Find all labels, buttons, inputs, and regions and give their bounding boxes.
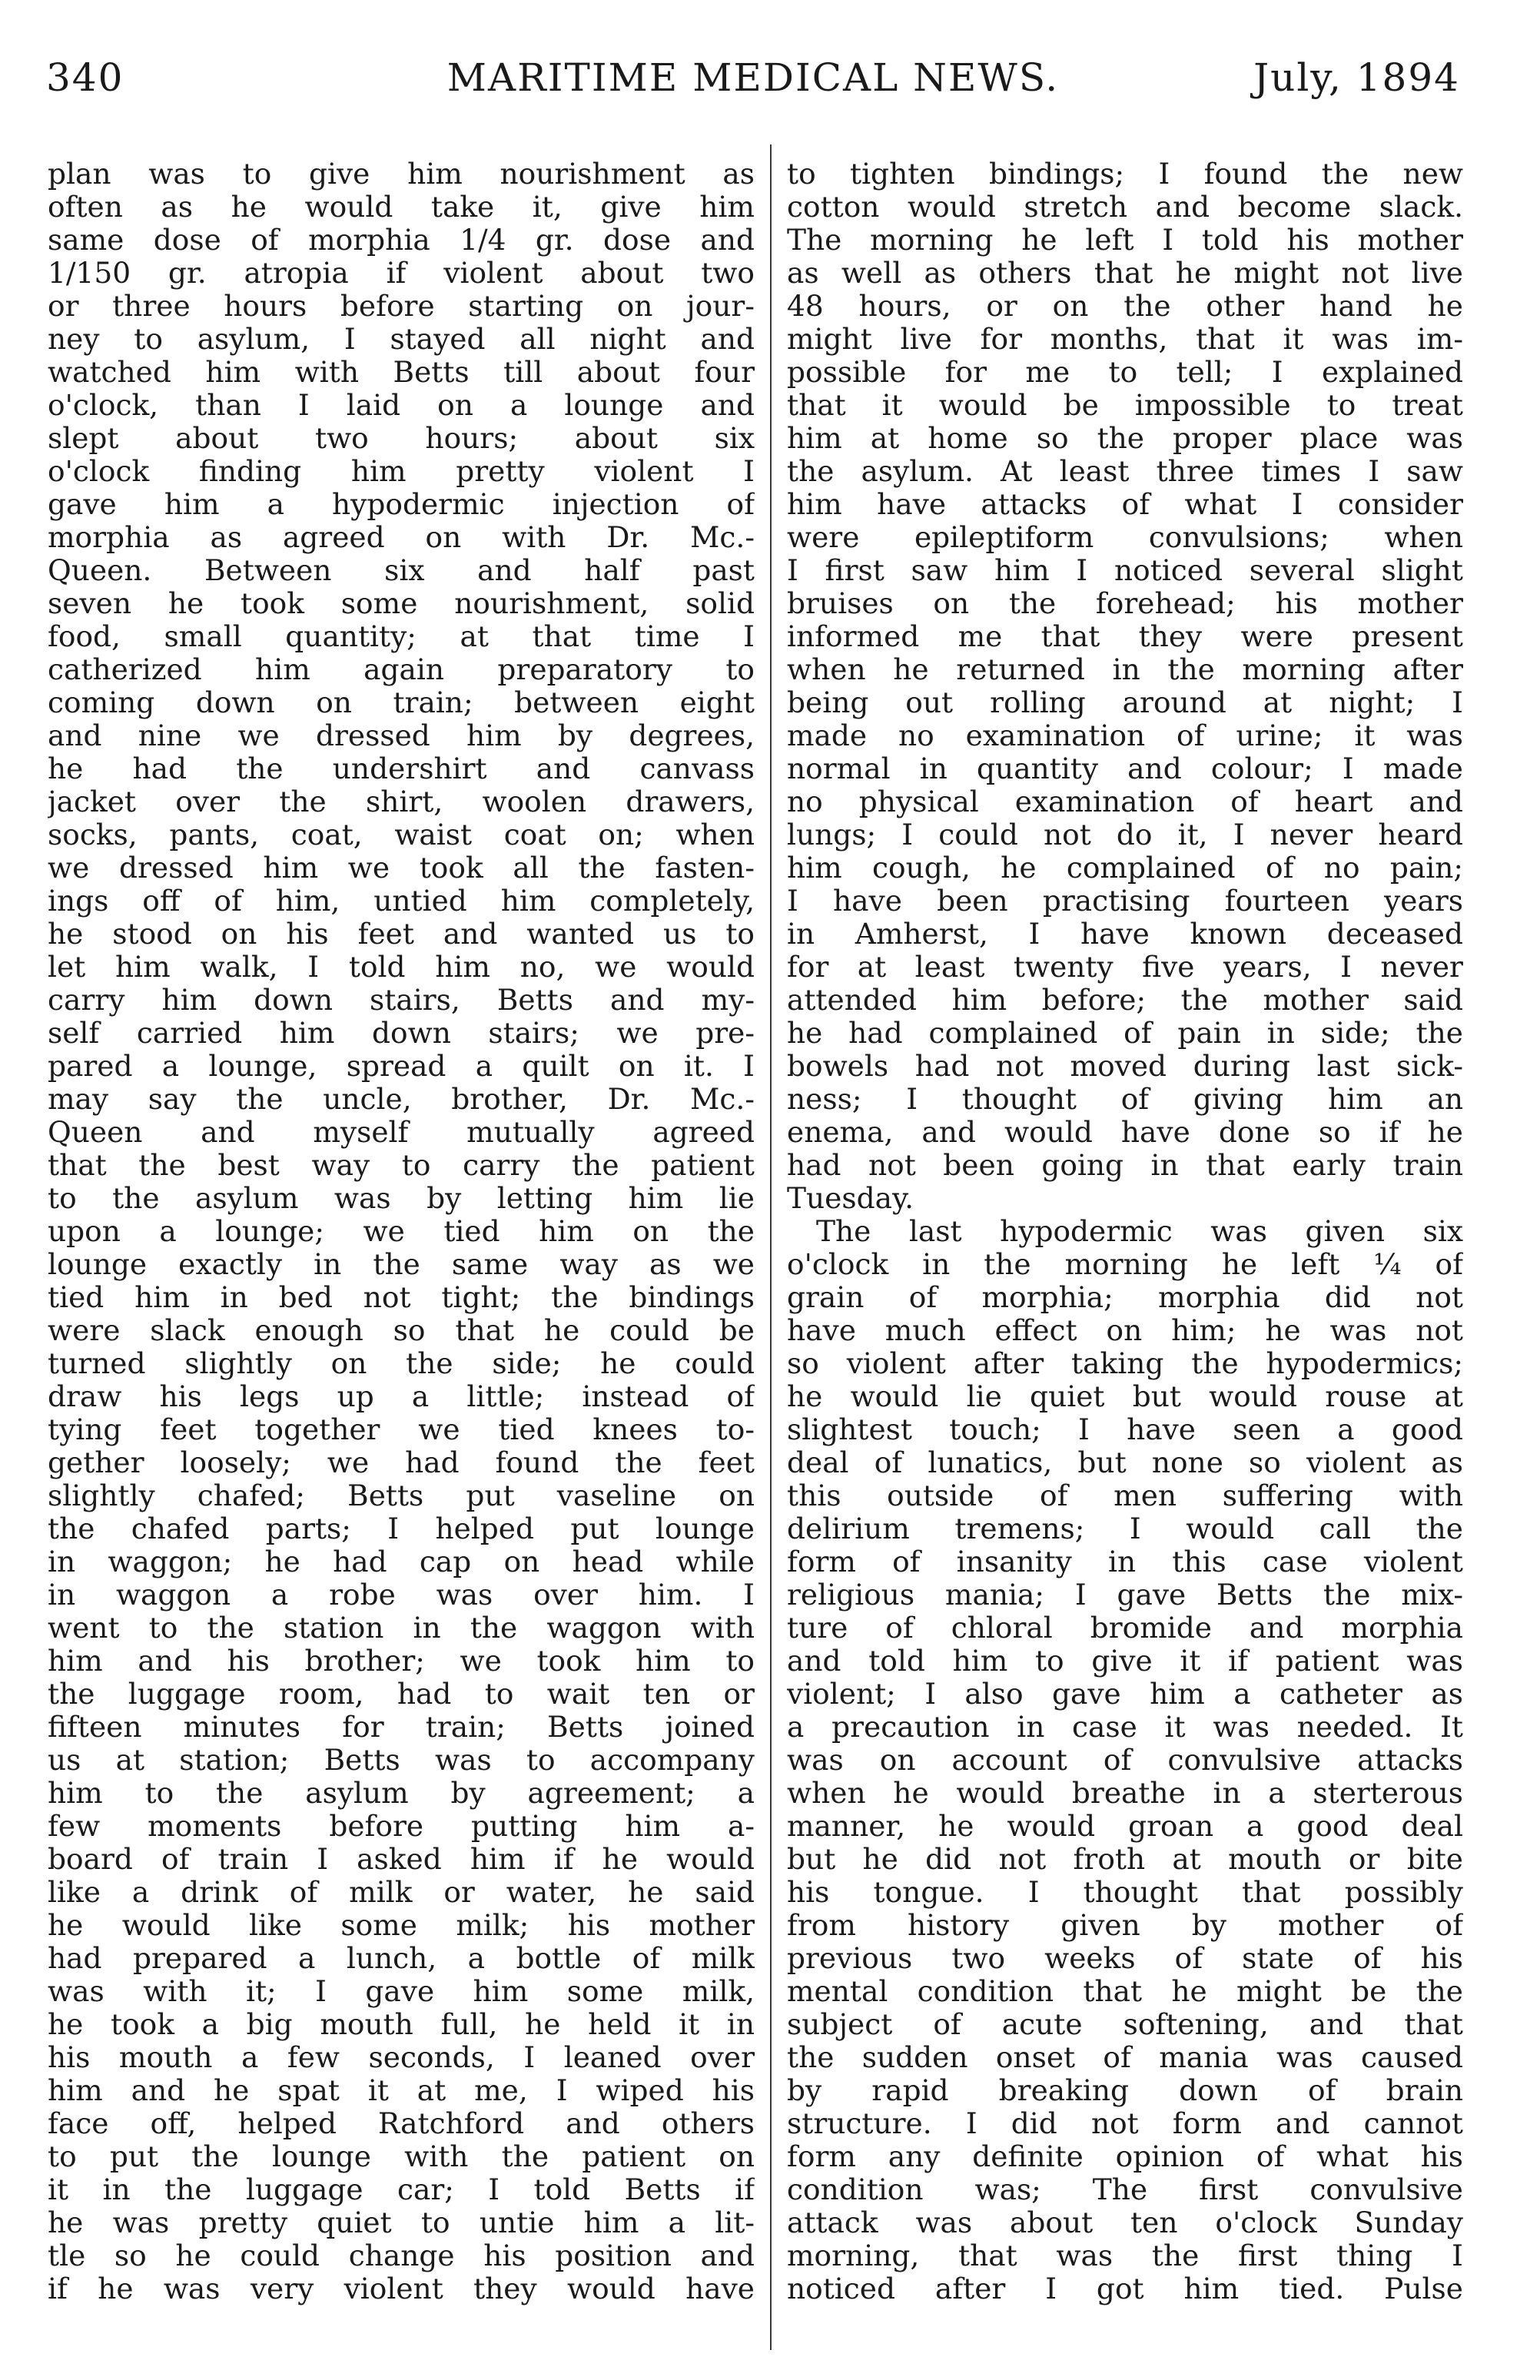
text-line: that the best way to carry the patient bbox=[48, 1149, 755, 1182]
text-line: lungs; I could not do it, I never heard bbox=[787, 818, 1463, 851]
text-line: I first saw him I noticed several slight bbox=[787, 554, 1463, 587]
text-line: he had the undershirt and canvass bbox=[48, 752, 755, 785]
text-line: to the asylum was by letting him lie bbox=[48, 1182, 755, 1215]
text-line: have much effect on him; he was not bbox=[787, 1314, 1463, 1347]
text-line: as well as others that he might not live bbox=[787, 257, 1463, 290]
page-number: 340 bbox=[46, 55, 124, 100]
text-line: when he returned in the morning after bbox=[787, 653, 1463, 686]
text-line: noticed after I got him tied. Pulse bbox=[787, 2272, 1463, 2305]
text-line: The morning he left I told his mother bbox=[787, 224, 1463, 257]
text-line: in waggon a robe was over him. I bbox=[48, 1578, 755, 1612]
text-line: morphia as agreed on with Dr. Mc.- bbox=[48, 521, 755, 554]
text-line: he took a big mouth full, he held it in bbox=[48, 2008, 755, 2041]
text-line: bruises on the forehead; his mother bbox=[787, 587, 1463, 620]
text-line: in waggon; he had cap on head while bbox=[48, 1545, 755, 1578]
journal-title: MARITIME MEDICAL NEWS. bbox=[446, 55, 1060, 100]
text-line: made no examination of urine; it was bbox=[787, 719, 1463, 752]
text-line: attended him before; the mother said bbox=[787, 984, 1463, 1017]
text-line: he had complained of pain in side; the bbox=[787, 1017, 1463, 1050]
text-line: carry him down stairs, Betts and my- bbox=[48, 984, 755, 1017]
text-line: tle so he could change his position and bbox=[48, 2239, 755, 2272]
text-line: tied him in bed not tight; the bindings bbox=[48, 1281, 755, 1314]
text-line: for at least twenty five years, I never bbox=[787, 951, 1463, 984]
text-line: to put the lounge with the patient on bbox=[48, 2140, 755, 2173]
text-line: no physical examination of heart and bbox=[787, 785, 1463, 818]
text-line: he stood on his feet and wanted us to bbox=[48, 918, 755, 951]
right-column bbox=[787, 158, 1463, 2305]
text-line: tying feet together we tied knees to- bbox=[48, 1413, 755, 1446]
text-line: his mouth a few seconds, I leaned over bbox=[48, 2041, 755, 2074]
text-line: gether loosely; we had found the feet bbox=[48, 1446, 755, 1479]
text-line: condition was; The first convulsive bbox=[787, 2173, 1463, 2206]
text-line: turned slightly on the side; he could bbox=[48, 1347, 755, 1380]
text-line: bowels had not moved during last sick- bbox=[787, 1050, 1463, 1083]
text-line: lounge exactly in the same way as we bbox=[48, 1248, 755, 1281]
text-line: from history given by mother of bbox=[787, 1909, 1463, 1942]
left-column bbox=[48, 158, 755, 2305]
text-line: may say the uncle, brother, Dr. Mc.- bbox=[48, 1083, 755, 1116]
text-line: if he was very violent they would have bbox=[48, 2272, 755, 2305]
text-line: socks, pants, coat, waist coat on; when bbox=[48, 818, 755, 851]
text-line: mental condition that he might be the bbox=[787, 1975, 1463, 2008]
text-line: o'clock finding him pretty violent I bbox=[48, 455, 755, 488]
text-line: had prepared a lunch, a bottle of milk bbox=[48, 1942, 755, 1975]
text-line: delirium tremens; I would call the bbox=[787, 1512, 1463, 1545]
text-line: grain of morphia; morphia did not bbox=[787, 1281, 1463, 1314]
text-line: gave him a hypodermic injection of bbox=[48, 488, 755, 521]
text-line: to tighten bindings; I found the new bbox=[787, 158, 1463, 191]
text-line: I have been practising fourteen years bbox=[787, 885, 1463, 918]
text-line: same dose of morphia 1/4 gr. dose and bbox=[48, 224, 755, 257]
text-line: structure. I did not form and cannot bbox=[787, 2107, 1463, 2140]
text-line: violent; I also gave him a catheter as bbox=[787, 1678, 1463, 1711]
text-line: morning, that was the first thing I bbox=[787, 2239, 1463, 2272]
text-line: slept about two hours; about six bbox=[48, 422, 755, 455]
text-line: slightly chafed; Betts put vaseline on bbox=[48, 1479, 755, 1512]
text-line: so violent after taking the hypodermics; bbox=[787, 1347, 1463, 1380]
text-line: this outside of men suffering with bbox=[787, 1479, 1463, 1512]
text-line: had not been going in that early train bbox=[787, 1149, 1463, 1182]
text-line: we dressed him we took all the fasten- bbox=[48, 851, 755, 885]
text-line: was on account of convulsive attacks bbox=[787, 1744, 1463, 1777]
text-line: few moments before putting him a- bbox=[48, 1810, 755, 1843]
running-header bbox=[46, 55, 1460, 109]
text-line: catherized him again preparatory to bbox=[48, 653, 755, 686]
text-line: went to the station in the waggon with bbox=[48, 1612, 755, 1645]
text-line: 48 hours, or on the other hand he bbox=[787, 290, 1463, 323]
text-line: were epileptiform convulsions; when bbox=[787, 521, 1463, 554]
text-line: draw his legs up a little; instead of bbox=[48, 1380, 755, 1413]
text-line: fifteen minutes for train; Betts joined bbox=[48, 1711, 755, 1744]
text-line: his tongue. I thought that possibly bbox=[787, 1876, 1463, 1909]
text-line: that it would be impossible to treat bbox=[787, 389, 1463, 422]
text-line: coming down on train; between eight bbox=[48, 686, 755, 719]
text-line: o'clock, than I laid on a lounge and bbox=[48, 389, 755, 422]
text-line: or three hours before starting on jour- bbox=[48, 290, 755, 323]
text-line: watched him with Betts till about four bbox=[48, 356, 755, 389]
text-line: informed me that they were present bbox=[787, 620, 1463, 653]
text-line: him at home so the proper place was bbox=[787, 422, 1463, 455]
text-line: ness; I thought of giving him an bbox=[787, 1083, 1463, 1116]
text-line: when he would breathe in a sterterous bbox=[787, 1777, 1463, 1810]
text-line: and told him to give it if patient was bbox=[787, 1645, 1463, 1678]
text-line: religious mania; I gave Betts the mix- bbox=[787, 1578, 1463, 1612]
text-line: The last hypodermic was given six bbox=[816, 1215, 1463, 1248]
text-line: he was pretty quiet to untie him a lit- bbox=[48, 2206, 755, 2239]
text-line: the sudden onset of mania was caused bbox=[787, 2041, 1463, 2074]
text-line: self carried him down stairs; we pre- bbox=[48, 1017, 755, 1050]
text-line: and nine we dressed him by degrees, bbox=[48, 719, 755, 752]
text-line: slightest touch; I have seen a good bbox=[787, 1413, 1463, 1446]
text-line: him cough, he complained of no pain; bbox=[787, 851, 1463, 885]
text-line: ney to asylum, I stayed all night and bbox=[48, 323, 755, 356]
text-line: he would like some milk; his mother bbox=[48, 1909, 755, 1942]
text-line: the luggage room, had to wait ten or bbox=[48, 1678, 755, 1711]
text-line: pared a lounge, spread a quilt on it. I bbox=[48, 1050, 755, 1083]
text-line: him to the asylum by agreement; a bbox=[48, 1777, 755, 1810]
text-line: us at station; Betts was to accompany bbox=[48, 1744, 755, 1777]
text-line: but he did not froth at mouth or bite bbox=[787, 1843, 1463, 1876]
text-line: attack was about ten o'clock Sunday bbox=[787, 2206, 1463, 2239]
text-line: Queen. Between six and half past bbox=[48, 554, 755, 587]
text-line: enema, and would have done so if he bbox=[787, 1116, 1463, 1149]
text-line: the chafed parts; I helped put lounge bbox=[48, 1512, 755, 1545]
text-line: form of insanity in this case violent bbox=[787, 1545, 1463, 1578]
text-line: food, small quantity; at that time I bbox=[48, 620, 755, 653]
text-line: him have attacks of what I consider bbox=[787, 488, 1463, 521]
text-line: o'clock in the morning he left ¼ of bbox=[787, 1248, 1463, 1281]
text-line: form any definite opinion of what his bbox=[787, 2140, 1463, 2173]
text-line: was with it; I gave him some milk, bbox=[48, 1975, 755, 2008]
text-line: cotton would stretch and become slack. bbox=[787, 191, 1463, 224]
text-line: might live for months, that it was im- bbox=[787, 323, 1463, 356]
text-line: the asylum. At least three times I saw bbox=[787, 455, 1463, 488]
text-line: 1/150 gr. atropia if violent about two bbox=[48, 257, 755, 290]
text-line: plan was to give him nourishment as bbox=[48, 158, 755, 191]
text-line: previous two weeks of state of his bbox=[787, 1942, 1463, 1975]
text-line: subject of acute softening, and that bbox=[787, 2008, 1463, 2041]
text-line: often as he would take it, give him bbox=[48, 191, 755, 224]
text-line: face off, helped Ratchford and others bbox=[48, 2107, 755, 2140]
issue-date: July, 1894 bbox=[1253, 55, 1460, 100]
text-line: upon a lounge; we tied him on the bbox=[48, 1215, 755, 1248]
text-line: it in the luggage car; I told Betts if bbox=[48, 2173, 755, 2206]
text-line: let him walk, I told him no, we would bbox=[48, 951, 755, 984]
text-line: a precaution in case it was needed. It bbox=[787, 1711, 1463, 1744]
text-line: by rapid breaking down of brain bbox=[787, 2074, 1463, 2107]
text-line: deal of lunatics, but none so violent as bbox=[787, 1446, 1463, 1479]
text-line: board of train I asked him if he would bbox=[48, 1843, 755, 1876]
text-line: were slack enough so that he could be bbox=[48, 1314, 755, 1347]
text-line: possible for me to tell; I explained bbox=[787, 356, 1463, 389]
text-line: in Amherst, I have known deceased bbox=[787, 918, 1463, 951]
text-line: Tuesday. bbox=[787, 1182, 914, 1215]
column-divider bbox=[770, 144, 772, 2350]
text-line: being out rolling around at night; I bbox=[787, 686, 1463, 719]
text-line: normal in quantity and colour; I made bbox=[787, 752, 1463, 785]
text-line: ings off of him, untied him completely, bbox=[48, 885, 755, 918]
text-line: him and his brother; we took him to bbox=[48, 1645, 755, 1678]
text-line: manner, he would groan a good deal bbox=[787, 1810, 1463, 1843]
text-line: like a drink of milk or water, he said bbox=[48, 1876, 755, 1909]
text-line: ture of chloral bromide and morphia bbox=[787, 1612, 1463, 1645]
text-line: Queen and myself mutually agreed bbox=[48, 1116, 755, 1149]
text-line: seven he took some nourishment, solid bbox=[48, 587, 755, 620]
text-line: jacket over the shirt, woolen drawers, bbox=[48, 785, 755, 818]
text-line: him and he spat it at me, I wiped his bbox=[48, 2074, 755, 2107]
text-line: he would lie quiet but would rouse at bbox=[787, 1380, 1463, 1413]
